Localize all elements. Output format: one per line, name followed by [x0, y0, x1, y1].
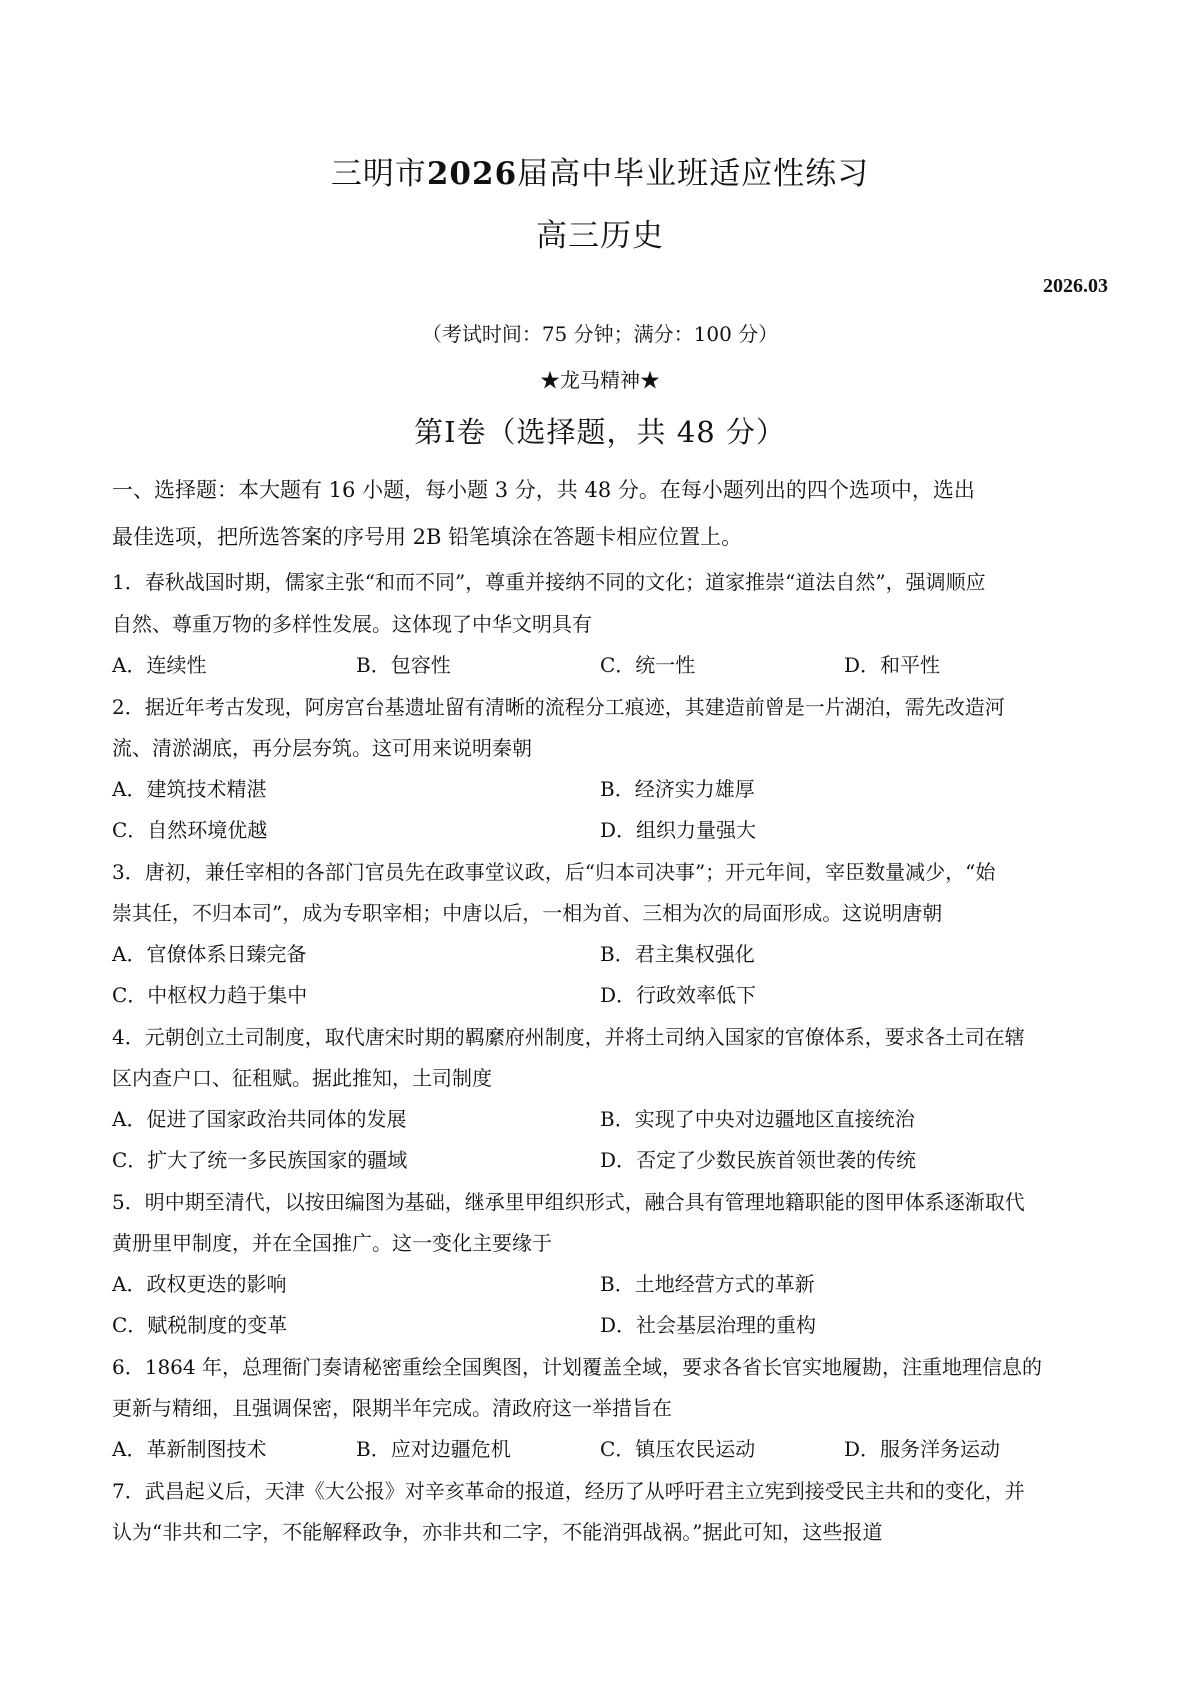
question-6-stem-line-1: 6．1864 年，总理衙门奏请秘密重绘全国舆图，计划覆盖全域，要求各省长官实地履勘，注重地理信息的 — [112, 1355, 1042, 1379]
instructions-line-1: 一、选择题：本大题有 16 小题，每小题 3 分，共 48 分。在每小题列出的四个选项中，选出 — [112, 478, 975, 502]
title-year: 2026 — [426, 156, 518, 192]
question-5-option-c: C．赋税制度的变革 — [112, 1313, 288, 1337]
question-6-stem-line-2: 更新与精细，且强调保密，限期半年完成。清政府这一举措旨在 — [112, 1396, 672, 1420]
question-1-option-c: C．统一性 — [600, 653, 696, 677]
question-3-option-a: A．官僚体系日臻完备 — [112, 942, 307, 966]
exam-title — [0, 148, 1200, 193]
question-2-option-d: D．组织力量强大 — [600, 818, 757, 842]
question-1-option-b: B．包容性 — [356, 653, 451, 677]
question-1-stem-line-2: 自然、尊重万物的多样性发展。这体现了中华文明具有 — [112, 612, 592, 636]
question-2-option-c: C．自然环境优越 — [112, 818, 268, 842]
question-6-option-c: C．镇压农民运动 — [600, 1437, 756, 1461]
question-6-option-a: A．革新制图技术 — [112, 1437, 267, 1461]
question-3-option-d: D．行政效率低下 — [600, 983, 757, 1007]
exam-subject: 高三历史 — [536, 218, 664, 254]
question-4-option-b: B．实现了中央对边疆地区直接统治 — [600, 1107, 915, 1131]
title-prefix: 三明市 — [330, 156, 427, 192]
exam-date: 2026.03 — [1043, 275, 1108, 297]
question-4-stem-line-2: 区内查户口、征租赋。据此推知，土司制度 — [112, 1066, 492, 1090]
question-5-option-a: A．政权更迭的影响 — [112, 1272, 287, 1296]
question-2-stem-line-2: 流、清淤湖底，再分层夯筑。这可用来说明秦朝 — [112, 736, 532, 760]
question-4-option-a: A．促进了国家政治共同体的发展 — [112, 1107, 407, 1131]
question-3-option-b: B．君主集权强化 — [600, 942, 755, 966]
question-1-option-d: D．和平性 — [844, 653, 941, 677]
question-5-option-d: D．社会基层治理的重构 — [600, 1313, 817, 1337]
instructions-line-2: 最佳选项，把所选答案的序号用 2B 铅笔填涂在答题卡相应位置上。 — [112, 525, 743, 549]
question-3-stem-line-2: 崇其任，不归本司”，成为专职宰相；中唐以后，一相为首、三相为次的局面形成。这说明唐朝 — [112, 901, 943, 925]
question-1-option-a: A．连续性 — [112, 653, 207, 677]
question-4-option-c: C．扩大了统一多民族国家的疆域 — [112, 1148, 408, 1172]
question-7-stem-line-1: 7．武昌起义后，天津《大公报》对辛亥革命的报道，经历了从呼吁君主立宪到接受民主共和的变化，并 — [112, 1479, 1025, 1503]
exam-info: （考试时间：75 分钟；满分：100 分） — [421, 322, 779, 346]
question-6-option-d: D．服务洋务运动 — [844, 1437, 1001, 1461]
question-3-stem-line-1: 3．唐初，兼任宰相的各部门官员先在政事堂议政，后“归本司决事”；开元年间，宰臣数量减少，“始 — [112, 860, 996, 884]
question-1-stem-line-1: 1．春秋战国时期，儒家主张“和而不同”，尊重并接纳不同的文化；道家推崇“道法自然”，强调顺应 — [112, 570, 986, 594]
question-4-option-d: D．否定了少数民族首领世袭的传统 — [600, 1148, 917, 1172]
question-2-option-b: B．经济实力雄厚 — [600, 777, 755, 801]
question-2-stem-line-1: 2．据近年考古发现，阿房宫台基遗址留有清晰的流程分工痕迹，其建造前曾是一片湖泊，需先改造河 — [112, 695, 1005, 719]
question-5-option-b: B．土地经营方式的革新 — [600, 1272, 815, 1296]
motto: ★龙马精神★ — [540, 368, 660, 392]
question-5-stem-line-1: 5．明中期至清代，以按田编图为基础，继承里甲组织形式，融合具有管理地籍职能的图甲体系逐渐取代 — [112, 1190, 1025, 1214]
question-2-option-a: A．建筑技术精湛 — [112, 777, 267, 801]
question-6-option-b: B．应对边疆危机 — [356, 1437, 511, 1461]
question-5-stem-line-2: 黄册里甲制度，并在全国推广。这一变化主要缘于 — [112, 1231, 552, 1255]
title-suffix: 届高中毕业班适应性练习 — [517, 156, 870, 192]
question-3-option-c: C．中枢权力趋于集中 — [112, 983, 308, 1007]
question-4-stem-line-1: 4．元朝创立土司制度，取代唐宋时期的羁縻府州制度，并将土司纳入国家的官僚体系，要求各土司在辖 — [112, 1025, 1025, 1049]
section-title: 第Ⅰ卷（选择题，共 48 分） — [414, 415, 786, 449]
question-7-stem-line-2: 认为“非共和二字，不能解释政争，亦非共和二字，不能消弭战祸。”据此可知，这些报道 — [112, 1520, 883, 1544]
